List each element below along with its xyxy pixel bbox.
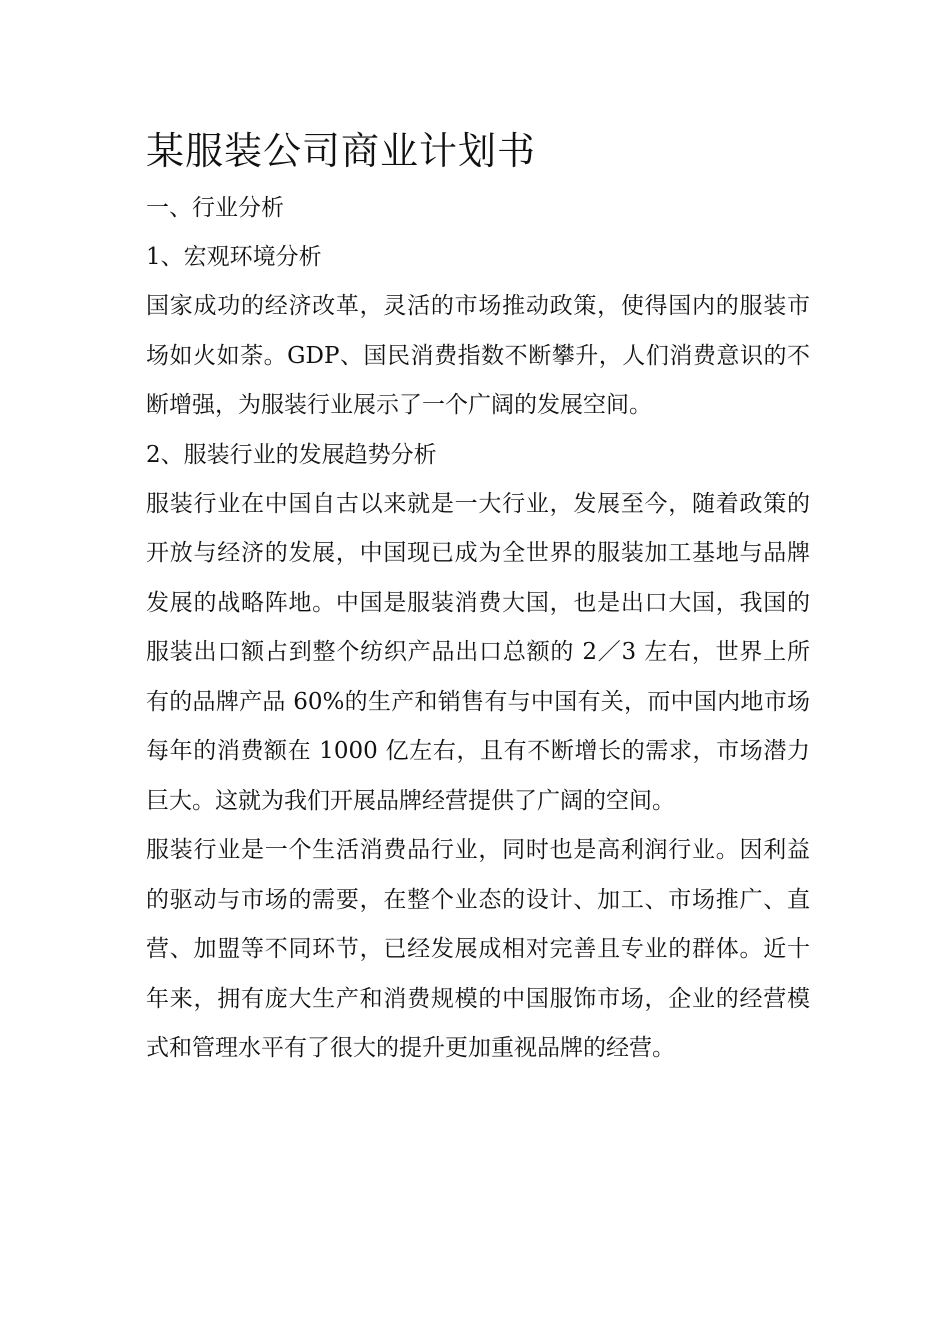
subsection-heading-macro-environment: 1、宏观环境分析 [146,244,322,270]
section-heading-industry-analysis: 一、行业分析 [146,195,284,221]
paragraph-macro-environment: 国家成功的经济改革，灵活的市场推动政策，使得国内的服装市场如火如荼。GDP、国民消费指数不断攀升，人们消费意识的不断增强，为服装行业展示了一个广阔的发展空间。 [146,293,810,418]
document-body [146,118,810,1074]
paragraph-industry-trend-2: 服装行业是一个生活消费品行业，同时也是高利润行业。因利益的驱动与市场的需要，在整个业态的设计、加工、市场推广、直营、加盟等不同环节，已经发展成相对完善且专业的群体。近十年来，拥有庞大生产和消费规模的中国服饰市场，企业的经营模式和管理水平有了很大的提升更加重视品牌的经营。 [146,837,810,1061]
document-title: 某服装公司商业计划书 [146,129,537,173]
subsection-heading-industry-trend: 2、服装行业的发展趋势分析 [146,441,437,468]
paragraph-industry-trend-1: 服装行业在中国自古以来就是一大行业，发展至今，随着政策的开放与经济的发展，中国现已成为全世界的服装加工基地与品牌发展的战略阵地。中国是服装消费大国，也是出口大国，我国的服装出口额占到整个纺织产品出口总额的 2／3 左右，世界上所有的品牌产品 60%的生产和销售有与中国有关，而中国内地市场每年的消费额在 1000 亿左右，且有不断增长的需求，市场潜力巨大。这就为我们开展品牌经营提供了广阔的空间。 [146,490,810,814]
